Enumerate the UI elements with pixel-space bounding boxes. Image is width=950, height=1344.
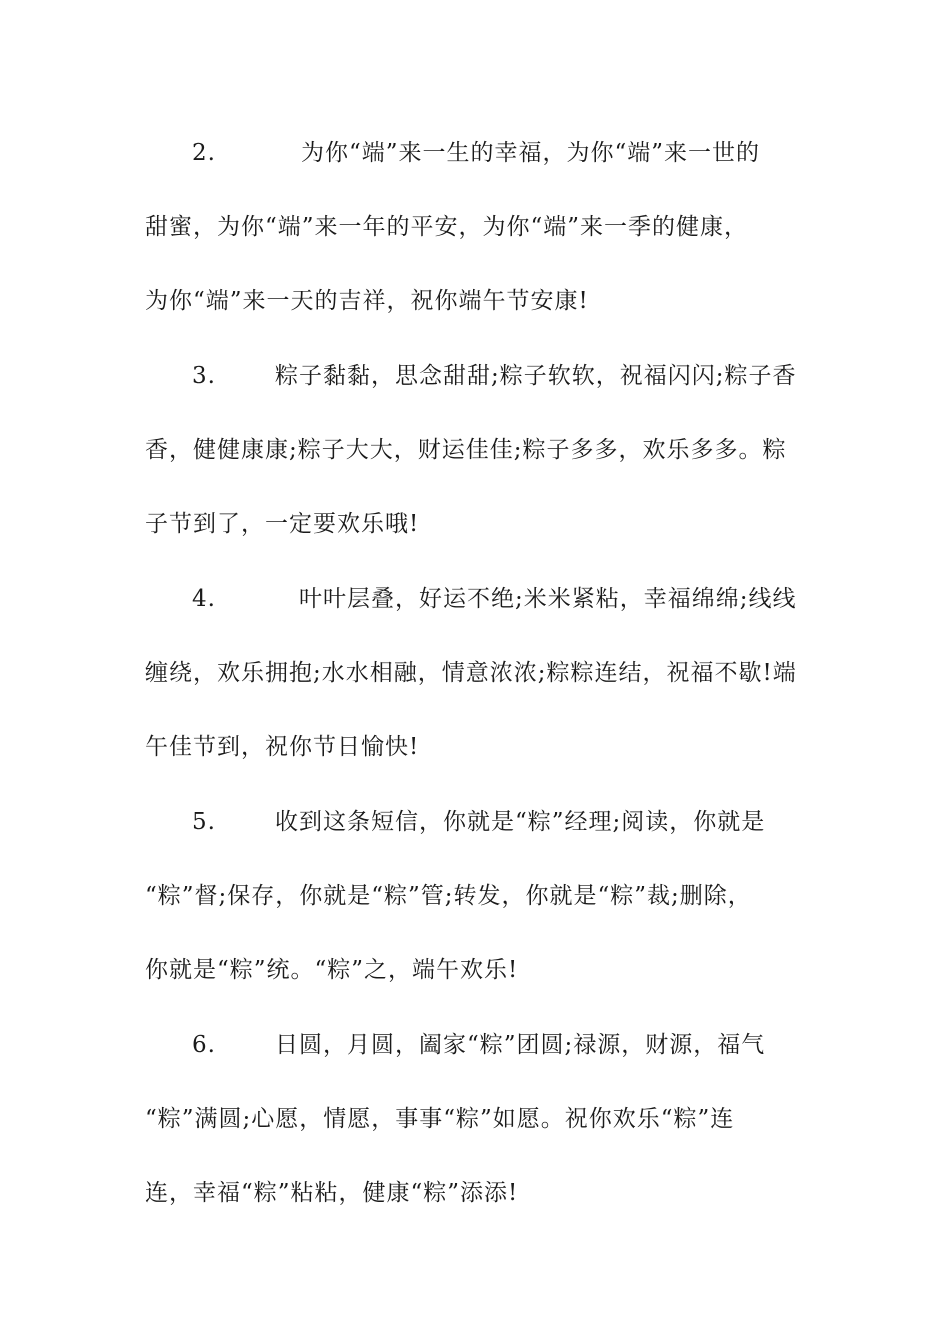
line-text: 收到这条短信，你就是“粽”经理;阅读，你就是: [275, 809, 766, 835]
line-text: 为你“端”来一天的吉祥，祝你端午节安康!: [145, 288, 589, 314]
line-text: 粽子黏黏，思念甜甜;粽子软软，祝福闪闪;粽子香: [275, 363, 797, 389]
paragraph-2-line-2: [145, 212, 815, 242]
paragraph-6-line-1: [145, 1030, 815, 1060]
paragraph-6-line-2: [145, 1104, 815, 1134]
paragraph-4-line-3: [145, 732, 815, 762]
item-number: 5.: [192, 809, 216, 835]
line-text: 你就是“粽”统。“粽”之，端午欢乐!: [145, 957, 519, 983]
paragraph-2-line-1: [145, 138, 815, 168]
line-text: 连，幸福“粽”粘粘，健康“粽”添添!: [145, 1180, 519, 1206]
paragraph-5-line-1: [145, 807, 815, 837]
line-text: 午佳节到，祝你节日愉快!: [145, 734, 420, 760]
line-text: 为你“端”来一生的幸福，为你“端”来一世的: [301, 140, 761, 166]
line-text: 叶叶层叠，好运不绝;米米紧粘，幸福绵绵;线线: [299, 586, 797, 612]
item-number: 4.: [192, 586, 216, 612]
line-text: “粽”满圆;心愿，情愿，事事“粽”如愿。祝你欢乐“粽”连: [145, 1106, 735, 1132]
line-text: 缠绕，欢乐拥抱;水水相融，情意浓浓;粽粽连结，祝福不歇!端: [145, 660, 797, 686]
paragraph-2-line-3: [145, 286, 815, 316]
paragraph-3-line-2: [145, 435, 815, 465]
line-text: 香，健健康康;粽子大大，财运佳佳;粽子多多，欢乐多多。粽: [145, 437, 787, 463]
paragraph-4-line-1: [145, 584, 815, 614]
paragraph-6-line-3: [145, 1178, 815, 1208]
line-text: 子节到了，一定要欢乐哦!: [145, 511, 420, 537]
paragraph-3-line-3: [145, 509, 815, 539]
item-number: 6.: [192, 1032, 216, 1058]
paragraph-5-line-3: [145, 955, 815, 985]
paragraph-5-line-2: [145, 881, 815, 911]
paragraph-4-line-2: [145, 658, 815, 688]
line-text: “粽”督;保存，你就是“粽”管;转发，你就是“粽”裁;删除，: [145, 883, 752, 909]
paragraph-3-line-1: [145, 361, 815, 391]
item-number: 2.: [192, 140, 216, 166]
line-text: 甜蜜，为你“端”来一年的平安，为你“端”来一季的健康，: [145, 214, 749, 240]
item-number: 3.: [192, 363, 216, 389]
line-text: 日圆，月圆，阖家“粽”团圆;禄源，财源，福气: [275, 1032, 766, 1058]
